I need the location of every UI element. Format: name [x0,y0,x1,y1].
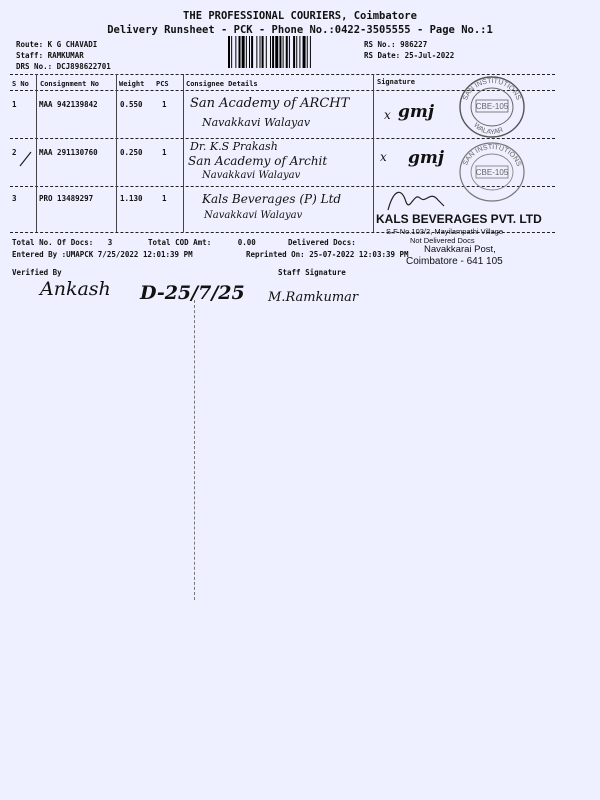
barcode-bar [286,36,288,68]
row2-weight: 0.250 [120,148,143,157]
row1-sno: 1 [12,100,17,109]
barcode-bar [279,36,281,68]
col-header-consignment: Consignment No [40,80,100,88]
route-value: K G CHAVADI [47,40,98,49]
row2-consignee-line1: Dr. K.S Prakash [190,140,278,153]
not-delivered-docs-label: Not Delivered Docs [410,236,475,245]
runsheet-title: Delivery Runsheet - PCK - Phone No.:0422-3505555 - Page No.:1 [107,24,493,36]
stamp1-top-text: SAN INSTITUTIONS [462,77,522,102]
barcode-bar [296,36,297,68]
rs-no-value: 986227 [400,40,428,49]
row2-consignment: MAA 291130760 [39,148,98,157]
barcode-bar [246,36,247,68]
col-rule [36,74,37,232]
col-header-signature: Signature [377,78,415,86]
barcode-bar [239,36,241,68]
staff-signature-label: Staff Signature [278,268,346,277]
barcode-bar [303,36,306,68]
barcode-bar [228,36,230,68]
round-stamp-2 [456,140,528,204]
drs-value: DCJ898622701 [56,62,111,71]
staff-value: RAMKUMAR [47,51,84,60]
barcode-bar [231,36,232,68]
kals-stamp-line1: S.F No.103/2, Mayilampathi Village [386,227,504,236]
row3-consignee-line2: Navakkavi Walayav [204,210,303,221]
barcode-bar [307,36,308,68]
row3-pcs: 1 [162,194,167,203]
barcode-bar [299,36,300,68]
row1-consignment: MAA 942139842 [39,100,98,109]
col-rule [183,74,184,232]
barcode [228,36,370,68]
kals-stamp-name: KALS BEVERAGES PVT. LTD [376,212,542,226]
stamp2-top-text: SAN INSTITUTIONS [462,143,523,168]
row1-x-mark: x [384,108,391,122]
row1-consignee-line1: San Academy of ARCHT [190,96,350,111]
total-docs [12,238,112,247]
barcode-bar [251,36,253,68]
col-header-pcs: PCS [156,80,169,88]
total-cod [148,238,256,247]
barcode-bar [272,36,274,68]
staff-label: Staff: [16,51,44,60]
barcode-bar [235,36,236,68]
drs-row [16,62,111,71]
stamp1-code: CBE-105 [475,102,509,111]
barcode-bar [293,36,295,68]
row3-consignee-line1: Kals Beverages (P) Ltd [202,192,342,206]
rs-no-label: RS No.: [364,40,396,49]
rs-date-label: RS Date: [364,51,401,60]
svg-text:SAN INSTITUTIONS [462,144,522,168]
row2-consignee-line2: San Academy of Archit [188,154,328,168]
col-header-consignee: Consignee Details [186,80,258,88]
barcode-bar [256,36,257,68]
row2-sno: 2 [12,148,17,157]
row1-signature: gmj [398,102,435,122]
drs-label: DRS No.: [16,62,53,71]
barcode-bar [266,36,267,68]
round-stamp-1 [456,74,528,140]
verified-by-label: Verified By [12,268,62,277]
row1-weight: 0.550 [120,100,143,109]
rs-date-row [364,51,454,60]
row2-pcs: 1 [162,148,167,157]
col-rule [116,74,117,232]
total-cod-label: Total COD Amt: [148,238,212,247]
barcode-bar [249,36,250,68]
fold-line [194,300,195,600]
col-rule [373,74,374,232]
stamp1-bottom-text: WALAYAR [472,121,505,137]
kals-stamp-line3: Coimbatore - 641 105 [406,256,503,267]
col-header-sno: S No [12,80,29,88]
row2-signature: gmj [408,148,445,168]
row3-weight: 1.130 [120,194,143,203]
barcode-bar [242,36,245,68]
barcode-bar [310,36,311,68]
row1-consignee-line2: Navakkavi Walayav [202,116,311,129]
kals-stamp-line2: Navakkarai Post, [424,244,496,255]
row3-sno: 3 [12,194,17,203]
barcode-bar [262,36,264,68]
barcode-bar [289,36,290,68]
stamp2-code: CBE-105 [475,168,509,177]
row2-x-mark: x [380,150,387,164]
verifier-handwriting: Ankash [40,278,111,300]
svg-text:SAN INSTITUTIONS [462,78,522,102]
barcode-bar [260,36,261,68]
route-label: Route: [16,40,44,49]
entered-by: Entered By :UMAPCK 7/25/2022 12:01:39 PM [12,250,193,259]
row2-consignee-line3: Navakkavi Walayav [202,170,301,181]
rs-date-value: 25-Jul-2022 [404,51,455,60]
delivered-docs-label: Delivered Docs: [288,238,356,247]
col-header-weight: Weight [119,80,145,88]
route-row [16,40,97,49]
barcode-bar [283,36,284,68]
row3-consignment: PRO 13489297 [39,194,94,203]
row3-signature-scribble [384,184,448,214]
staff-handwriting: M.Ramkumar [268,290,359,305]
staff-row [16,51,84,60]
barcode-bar [275,36,278,68]
barcode-bar [270,36,271,68]
row2-tick-mark [18,150,34,168]
total-docs-value: 3 [107,238,113,247]
handwritten-date: D-25/7/25 [140,282,245,304]
company-title: THE PROFESSIONAL COURIERS, Coimbatore [183,10,417,22]
row1-pcs: 1 [162,100,167,109]
rs-no-row [364,40,427,49]
total-cod-value: 0.00 [237,238,256,247]
reprinted-on: Reprinted On: 25-07-2022 12:03:39 PM [246,250,409,259]
total-docs-label: Total No. Of Docs: [12,238,94,247]
